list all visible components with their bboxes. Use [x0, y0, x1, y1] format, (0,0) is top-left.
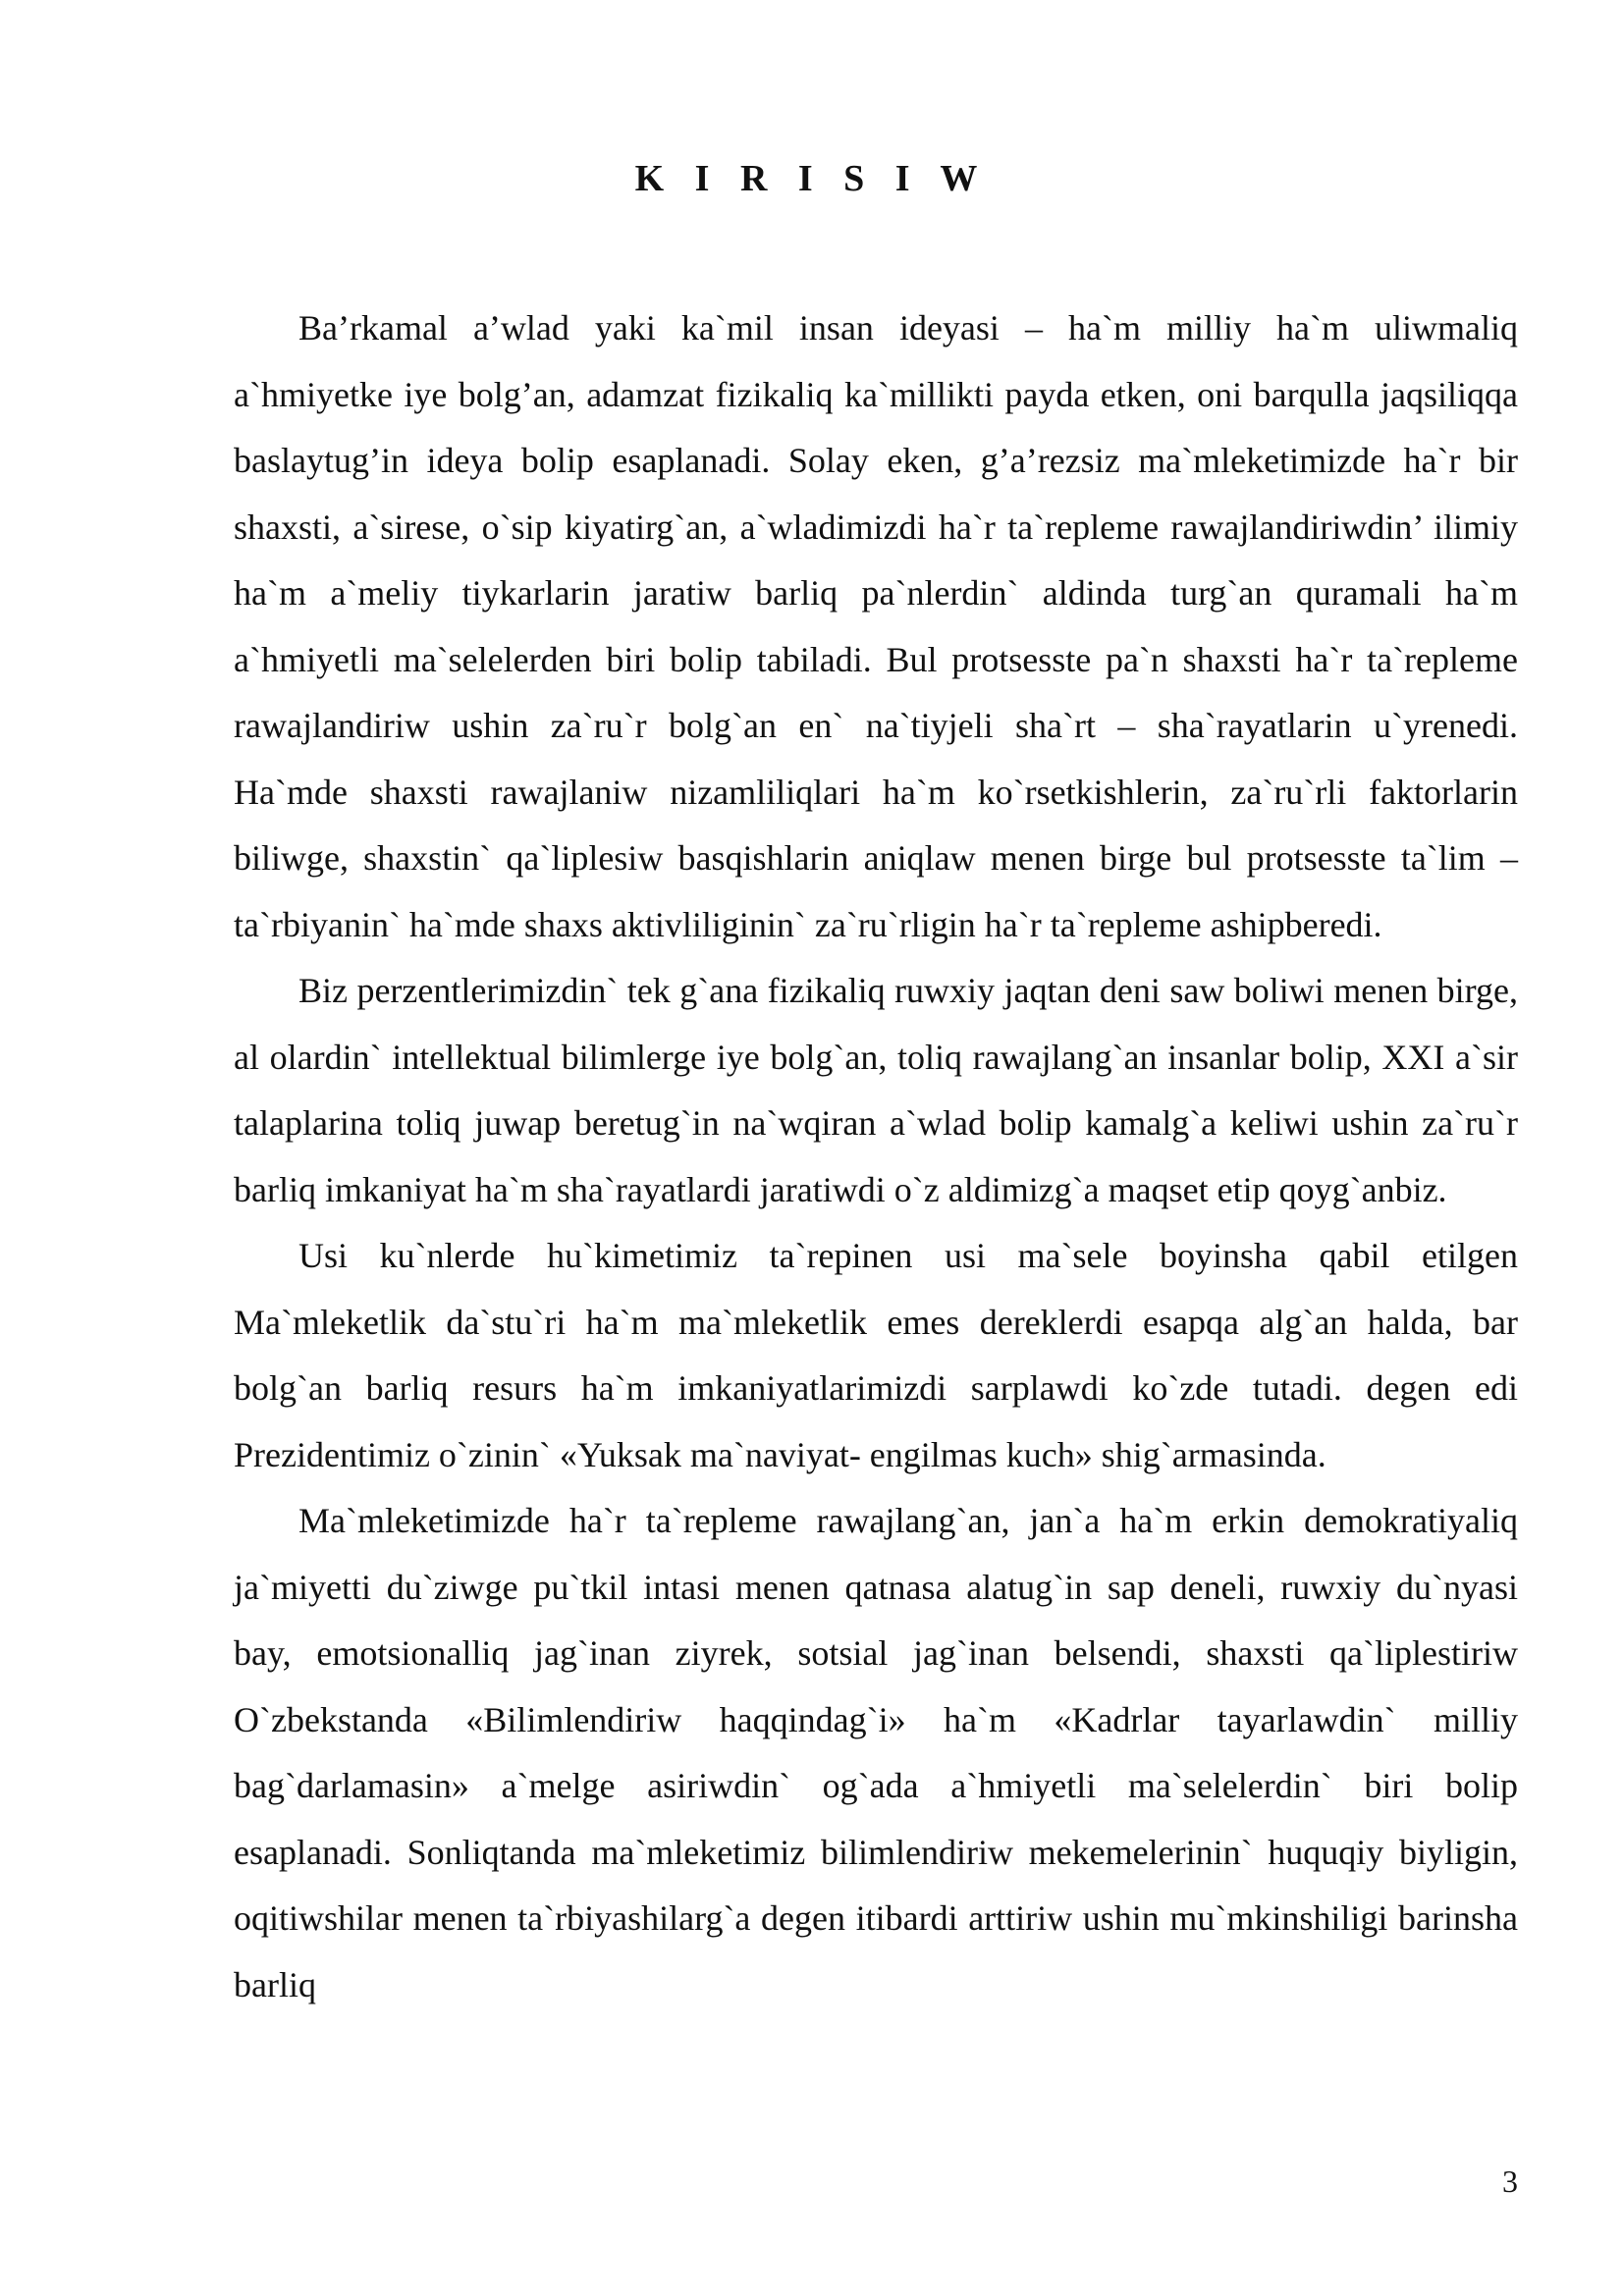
document-body	[234, 295, 1518, 2018]
page-title: K I R I S I W	[634, 158, 989, 199]
paragraph-1: Ba’rkamal a’wlad yaki ka`mil insan ideyasi – ha`m milliy ha`m uliwmaliq a`hmiyetke iye bolg’an, adamzat fizikaliq ka`millikti payda etken, oni barqulla jaqsiliqqa baslaytug’in ideya bolip esaplanadi. Solay eken, g’a’rezsiz ma`mleketimizde ha`r bir shaxsti, a`sirese, o`sip kiyatirg`an, a`wladimizdi ha`r ta`repleme rawajlandiriwdin’ ilimiy ha`m a`meliy tiykarlarin jaratiw barliq pa`nlerdin` aldinda turg`an quramali ha`m a`hmiyetli ma`selelerden biri bolip tabiladi. Bul protsesste pa`n shaxsti ha`r ta`repleme rawajlandiriw ushin za`ru`r bolg`an en` na`tiyjeli sha`rt – sha`rayatlarin u`yrenedi. Ha`mde shaxsti rawajlaniw nizamliliqlari ha`m ko`rsetkishlerin, za`ru`rli faktorlarin biliwge, shaxstin` qa`liplesiw basqishlarin aniqlaw menen birge bul protsesste ta`lim – ta`rbiyanin` ha`mde shaxs aktivliliginin` za`ru`rligin ha`r ta`repleme ashipberedi.	[234, 308, 1518, 944]
paragraph-4: Ma`mleketimizde ha`r ta`repleme rawajlang`an, jan`a ha`m erkin demokratiyaliq ja`miyetti du`ziwge pu`tkil intasi menen qatnasa alatug`in sap deneli, ruwxiy du`nyasi bay, emotsionalliq jag`inan ziyrek, sotsial jag`inan belsendi, shaxsti qa`liplestiriw O`zbekstanda «Bilimlendiriw haqqindag`i» ha`m «Kadrlar tayarlawdin` milliy bag`darlamasin» a`melge asiriwdin` og`ada a`hmiyetli ma`selelerdin` biri bolip esaplanadi. Sonliqtanda ma`mleketimiz bilimlendiriw mekemelerinin` huquqiy biyligin, oqitiwshilar menen ta`rbiyashilarg`a degen itibardi arttiriw ushin mu`mkinshiligi barinsha barliq	[234, 1501, 1518, 2004]
paragraph-2: Biz perzentlerimizdin` tek g`ana fizikaliq ruwxiy jaqtan deni saw boliwi menen birge, al olardin` intellektual bilimlerge iye bolg`an, toliq rawajlang`an insanlar bolip, XXI a`sir talaplarina toliq juwap beretug`in na`wqiran a`wlad bolip kamalg`a keliwi ushin za`ru`r barliq imkaniyat ha`m sha`rayatlardi jaratiwdi o`z aldimizg`a maqset etip qoyg`anbiz.	[234, 971, 1518, 1209]
page-number: 3	[1502, 2163, 1518, 2199]
paragraph-3: Usi ku`nlerde hu`kimetimiz ta`repinen usi ma`sele boyinsha qabil etilgen Ma`mleketlik da`stu`ri ha`m ma`mleketlik emes dereklerdi esapqa alg`an halda, bar bolg`an barliq resurs ha`m imkaniyatlarimizdi sarplawdi ko`zde tutadi. degen edi Prezidentimiz o`zinin` «Yuksak ma`naviyat- engilmas kuch» shig`armasinda.	[234, 1236, 1518, 1474]
